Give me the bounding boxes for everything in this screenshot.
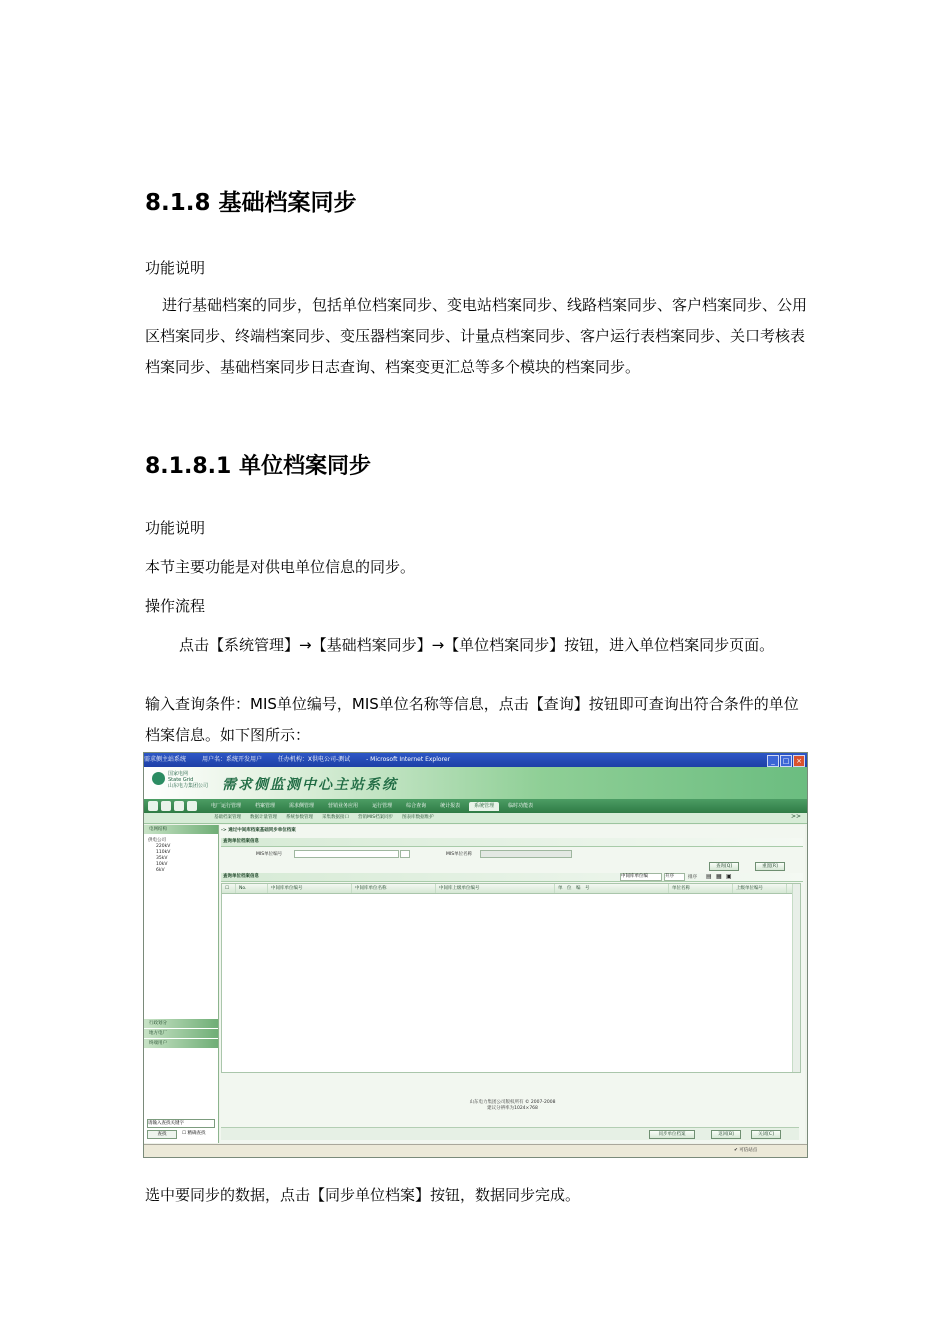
copyright-line-2: 建议分辨率为1024×768 [487,1106,538,1111]
trusted-sites-text: 可信站点 [739,1148,758,1153]
window-controls [767,755,805,767]
back-icon[interactable] [148,801,158,811]
mis-name-input[interactable] [480,850,572,858]
sync-unit-archive-button[interactable]: 同步单位档案 [649,1130,695,1139]
panel-header-user[interactable]: 终端用户 [144,1039,218,1048]
table-header [222,884,800,894]
menu-item[interactable]: 营销业务应用 [328,803,359,809]
sort-field-select[interactable]: 中间库单位编 [620,873,662,881]
paragraph-unit-sync: 本节主要功能是对供电单位信息的同步。 [145,558,416,576]
menu-items [206,802,538,811]
column-header: No. [236,884,268,893]
sort-order-select[interactable]: 升序 [664,873,685,881]
tree-node[interactable]: 35kV [156,856,168,861]
title-browser: - Microsoft Internet Explorer [366,756,451,763]
tree-header[interactable]: 电网结构 [144,825,218,834]
system-title: 需求侧监测中心主站系统 [222,777,398,793]
submenu-item[interactable]: 系统参数管理 [286,815,313,820]
maximize-icon[interactable]: □ [780,755,792,767]
paragraph-overview: 进行基础档案的同步，包括单位档案同步、变电站档案同步、线路档案同步、客户档案同步、公用区档案同步、终端档案同步、变压器档案同步、计量点档案同步、客户运行表档案同步、关口考核表档案同步、基础档案同步日志查询、档案变更汇总等多个模块的档案同步。 [145,296,808,376]
menu-item[interactable]: 需求侧管理 [289,803,315,809]
column-header: 中间库上级单位编号 [436,884,555,893]
tree-node[interactable]: 220kV [156,844,171,849]
submenu-item[interactable]: 图表库数据维护 [402,815,434,820]
export-icon[interactable]: ▦ [716,873,722,880]
back-button[interactable]: 返回[B] [711,1130,741,1139]
copyright-line-1: 山东电力集团公司版权所有 © 2007-2008 [469,1100,556,1105]
function-description-label-2: 功能说明 [145,519,206,537]
nav-icons [148,801,197,811]
menu-item[interactable]: 综合查询 [406,803,427,809]
menu-item[interactable]: 档案管理 [255,803,276,809]
tree-node[interactable]: 供电公司 [148,838,166,843]
paragraph-query: 输入查询条件：MIS单位编号，MIS单位名称等信息，点击【查询】按钮即可查询出符合条件的单位档案信息。如下图所示： [145,695,799,744]
select-all-checkbox[interactable]: ☐ [222,884,236,893]
reset-button[interactable]: 重置[R] [755,862,785,871]
logo-line-1: 国家电网 [168,771,189,777]
logo-line-2: State Grid [168,777,194,783]
mis-code-input[interactable] [294,850,399,858]
tree-search-input[interactable]: 请输入查找关键字 [147,1119,215,1128]
section-heading-8-1-8-1: 8.1.8.1 单位档案同步 [145,454,371,479]
minimize-icon[interactable]: _ [767,755,779,767]
trusted-sites-label: ✔ 可信站点 [734,1148,758,1153]
section-heading-8-1-8: 8.1.8 基础档案同步 [145,190,357,216]
main-content [220,825,805,1143]
submenu-more-icon[interactable]: >> [790,813,801,820]
result-section-header: 查询单位档案信息 [221,873,803,882]
left-panel [144,825,219,1143]
mis-code-label: MIS单位编号 [256,852,283,857]
submenu-item[interactable]: 采集数据接口 [322,815,349,820]
refresh-icon[interactable] [174,801,184,811]
menu-item[interactable]: 统计报表 [440,803,461,809]
paragraph-sync-complete: 选中要同步的数据，点击【同步单位档案】按钮，数据同步完成。 [145,1186,581,1204]
function-description-label: 功能说明 [145,259,206,277]
state-grid-logo-icon [152,772,165,785]
submenu-item[interactable]: 基础档案管理 [214,815,241,820]
print-icon[interactable]: ▤ [706,873,712,880]
forward-icon[interactable] [161,801,171,811]
left-panel-sections [144,1019,218,1049]
logo-line-3: 山东电力集团公司 [168,783,209,789]
main-menu-bar [144,799,807,813]
operation-flow-label: 操作流程 [145,597,206,615]
excel-icon[interactable]: ▣ [726,873,732,880]
title-org: 任办机构：X供电公司-测试 [277,756,351,763]
menu-item-system-management[interactable]: 系统管理 [469,802,499,811]
title-user: 用户名：系统开发用户 [201,756,262,763]
table-scrollbar[interactable] [792,884,800,1072]
tree-node[interactable]: 10kV [156,862,168,867]
browser-status-bar [144,1144,807,1157]
home-icon[interactable] [187,801,197,811]
submenu-bar [144,813,807,824]
logo-text [168,771,208,789]
exact-search-label: 精确查找 [187,1131,206,1136]
column-header: 单 位 编 号 [555,884,669,893]
breadcrumb: -> 通过中间库档案基础同步单位档案 [221,828,296,833]
panel-header-admin[interactable]: 行政划分 [144,1019,218,1028]
app-banner [144,767,807,799]
tree-search-button[interactable]: 查找 [147,1130,177,1139]
browser-title-bar [144,753,807,767]
title-app: 需求侧主站系统 [144,756,187,763]
menu-item[interactable]: 电厂运行管理 [211,803,242,809]
query-button[interactable]: 查询[Q] [709,862,739,871]
copyright [220,1100,805,1112]
menu-item[interactable]: 运行管理 [372,803,393,809]
close-button[interactable]: 关闭[C] [751,1130,781,1139]
mis-name-label: MIS单位名称 [446,852,473,857]
sort-button[interactable]: 排序 [688,875,697,880]
close-icon[interactable]: × [793,755,805,767]
panel-header-plant[interactable]: 地方电厂 [144,1029,218,1038]
column-header: 中间库单位名称 [352,884,436,893]
paragraph-steps: 点击【系统管理】→【基础档案同步】→【单位档案同步】按钮，进入单位档案同步页面。 [179,636,775,654]
lookup-icon[interactable] [400,850,410,858]
submenu-item[interactable]: 数据计量管理 [250,815,277,820]
exact-search-checkbox[interactable]: ☐ 精确查找 [182,1131,206,1136]
submenu-item[interactable]: 营销MIS档案同步 [358,815,394,820]
column-header: 单位名称 [669,884,733,893]
column-header: 上级单位编号 [733,884,787,893]
query-section-header: 查询单位档案信息 [221,838,803,847]
tree-node[interactable]: 110kV [156,850,171,855]
menu-item[interactable]: 临时功能表 [508,803,534,809]
action-bar [221,1127,799,1140]
column-header: 中间库单位编号 [268,884,352,893]
screenshot-figure [143,752,808,1158]
grid-tree [144,835,218,877]
tree-node[interactable]: 6kV [156,868,165,873]
result-table [221,883,801,1073]
submenu-items [214,814,434,822]
